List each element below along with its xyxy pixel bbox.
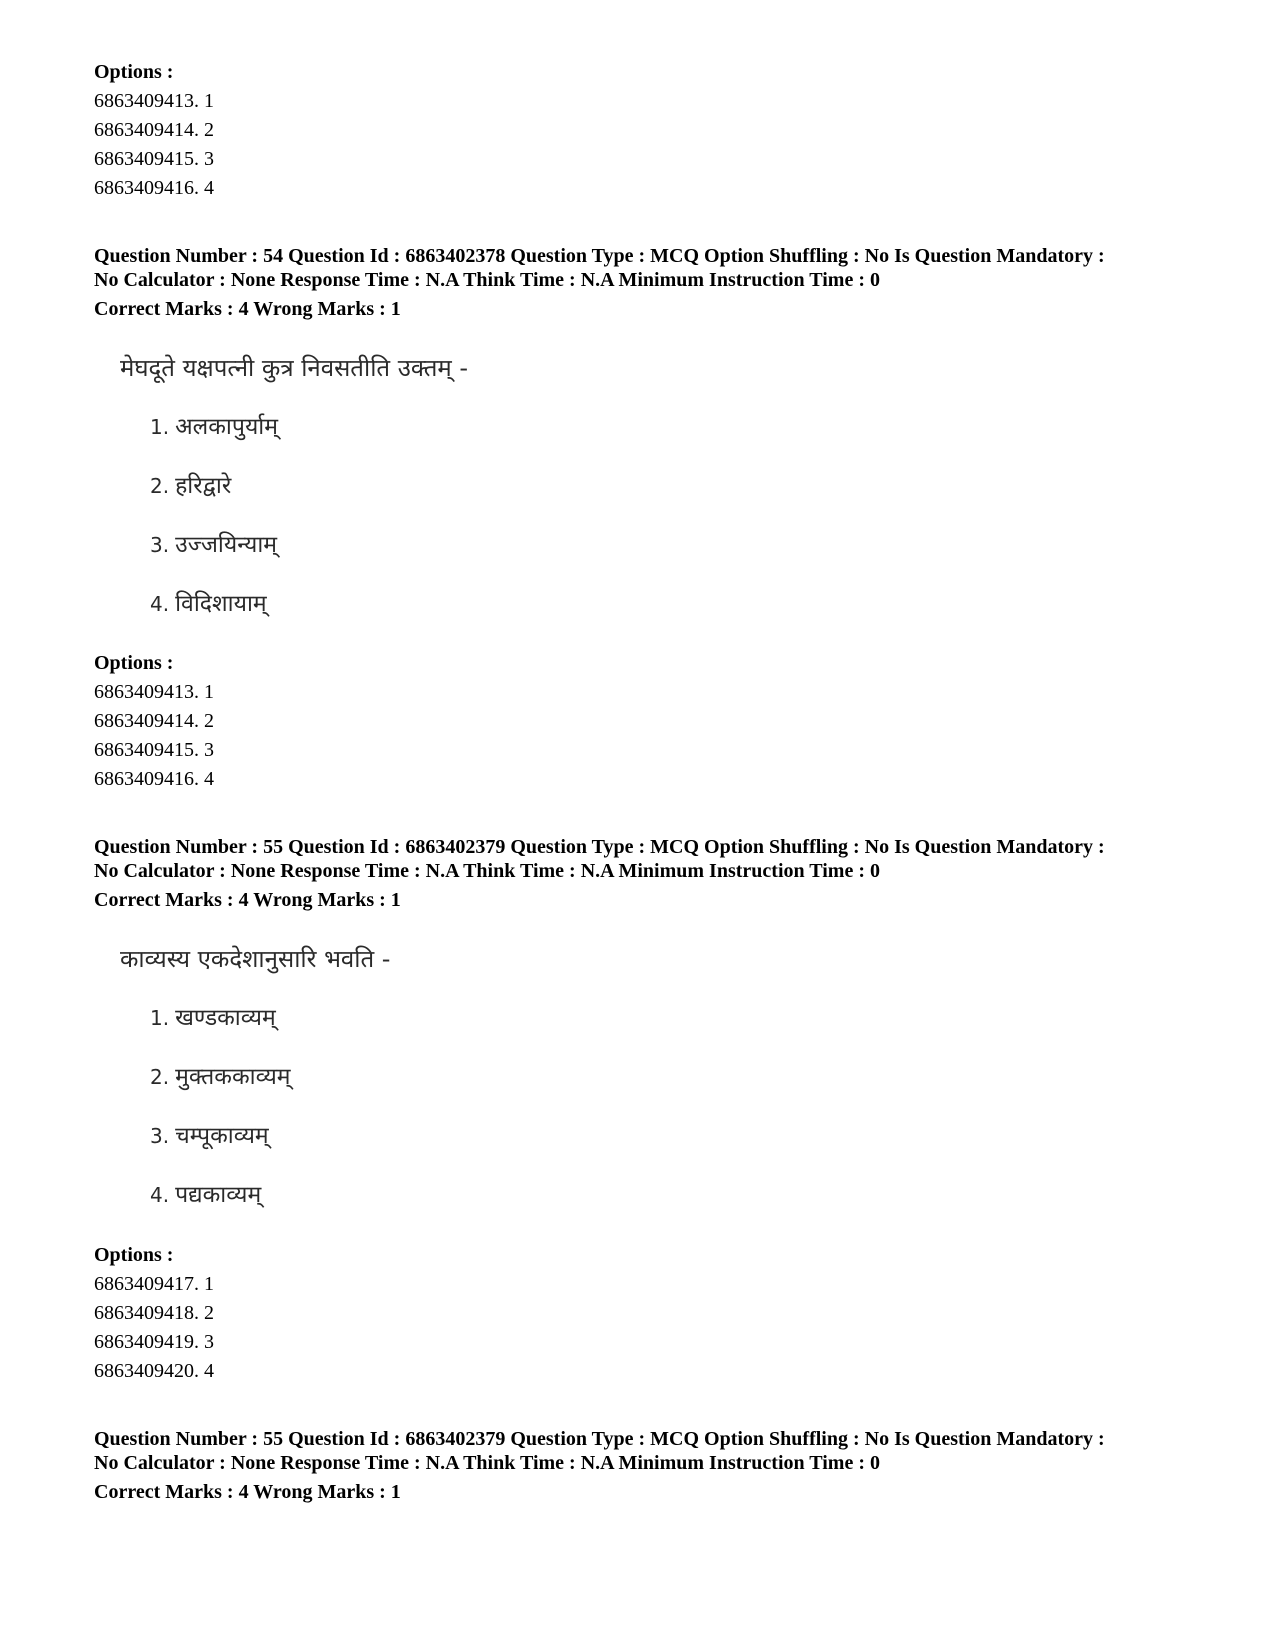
choice-text: चम्पूकाव्यम् bbox=[175, 1123, 269, 1149]
question-meta-line: No Calculator : None Response Time : N.A Think Time : N.A Minimum Instruction Time : 0 bbox=[94, 269, 880, 291]
question-54-content bbox=[120, 352, 468, 620]
choice-number: 4. bbox=[150, 592, 170, 616]
question-meta-line: No Calculator : None Response Time : N.A Think Time : N.A Minimum Instruction Time : 0 bbox=[94, 1452, 880, 1474]
question-choice bbox=[150, 1002, 390, 1034]
option-line: 6863409413. 1 bbox=[94, 681, 214, 703]
question-meta-line: Question Number : 55 Question Id : 6863402379 Question Type : MCQ Option Shuffling : No Is Question Mandatory : bbox=[94, 836, 1105, 858]
question-choice bbox=[150, 1120, 390, 1152]
option-line: 6863409420. 4 bbox=[94, 1360, 214, 1382]
choice-text: खण्डकाव्यम् bbox=[175, 1005, 276, 1031]
choice-number: 1. bbox=[150, 415, 170, 439]
options-block-top bbox=[94, 58, 1214, 203]
question-choice bbox=[150, 1061, 390, 1093]
question-choice bbox=[150, 411, 468, 443]
choice-text: उज्जयिन्याम् bbox=[175, 532, 278, 558]
options-block-q54 bbox=[94, 649, 1214, 794]
choice-text: अलकापुर्याम् bbox=[175, 414, 278, 440]
option-line: 6863409418. 2 bbox=[94, 1302, 214, 1324]
question-choice bbox=[150, 470, 468, 502]
choice-number: 2. bbox=[150, 1065, 170, 1089]
question-choice bbox=[150, 529, 468, 561]
question-55-repeat-header bbox=[94, 1427, 1214, 1504]
choice-text: पद्यकाव्यम् bbox=[175, 1182, 262, 1208]
choice-number: 4. bbox=[150, 1183, 170, 1207]
choice-number: 3. bbox=[150, 1124, 170, 1148]
option-line: 6863409414. 2 bbox=[94, 710, 214, 732]
question-choice bbox=[150, 588, 468, 620]
options-heading: Options : bbox=[94, 1244, 174, 1266]
question-meta-line: Question Number : 55 Question Id : 6863402379 Question Type : MCQ Option Shuffling : No Is Question Mandatory : bbox=[94, 1428, 1105, 1450]
question-meta-line: Question Number : 54 Question Id : 6863402378 Question Type : MCQ Option Shuffling : No Is Question Mandatory : bbox=[94, 245, 1105, 267]
option-line: 6863409419. 3 bbox=[94, 1331, 214, 1353]
choice-text: विदिशायाम् bbox=[175, 591, 267, 617]
question-marks: Correct Marks : 4 Wrong Marks : 1 bbox=[94, 889, 401, 911]
question-marks: Correct Marks : 4 Wrong Marks : 1 bbox=[94, 298, 401, 320]
question-55-header bbox=[94, 835, 1214, 912]
option-line: 6863409415. 3 bbox=[94, 739, 214, 761]
option-line: 6863409413. 1 bbox=[94, 90, 214, 112]
options-heading: Options : bbox=[94, 652, 174, 674]
options-block-q55 bbox=[94, 1241, 1214, 1386]
option-line: 6863409416. 4 bbox=[94, 177, 214, 199]
choice-text: मुक्तककाव्यम् bbox=[175, 1064, 291, 1090]
choice-number: 3. bbox=[150, 533, 170, 557]
choice-number: 2. bbox=[150, 474, 170, 498]
option-line: 6863409414. 2 bbox=[94, 119, 214, 141]
question-choice bbox=[150, 1179, 390, 1211]
question-marks: Correct Marks : 4 Wrong Marks : 1 bbox=[94, 1481, 401, 1503]
option-line: 6863409415. 3 bbox=[94, 148, 214, 170]
question-54-header bbox=[94, 244, 1214, 321]
options-heading: Options : bbox=[94, 61, 174, 83]
question-text: काव्यस्य एकदेशानुसारि भवति - bbox=[120, 945, 391, 973]
question-55-content bbox=[120, 943, 390, 1211]
question-meta-line: No Calculator : None Response Time : N.A Think Time : N.A Minimum Instruction Time : 0 bbox=[94, 860, 880, 882]
question-text: मेघदूते यक्षपत्नी कुत्र निवसतीति उक्तम् - bbox=[120, 354, 469, 382]
option-line: 6863409417. 1 bbox=[94, 1273, 214, 1295]
choice-number: 1. bbox=[150, 1006, 170, 1030]
choice-text: हरिद्वारे bbox=[175, 473, 232, 499]
option-line: 6863409416. 4 bbox=[94, 768, 214, 790]
